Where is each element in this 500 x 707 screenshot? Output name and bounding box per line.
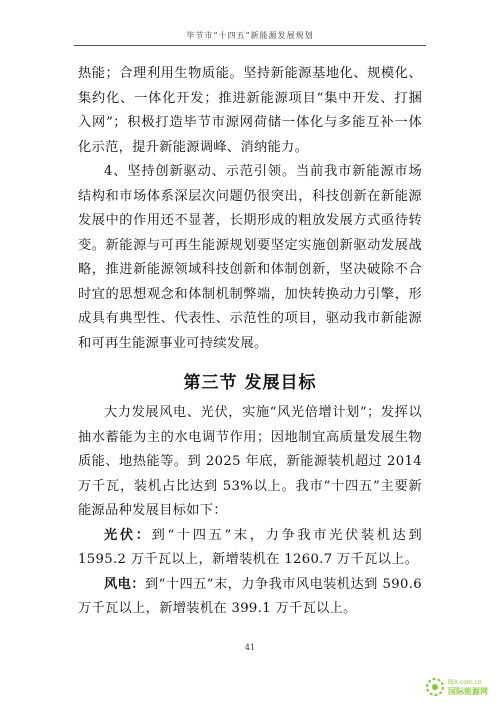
watermark-big-text: 国际能源网 xyxy=(448,687,488,696)
wind-text: 到“十四五”末，力争我市风电装机达到 590.6 万千瓦以上，新增装机在 399.1 万千瓦以上。 xyxy=(78,576,422,616)
pv-label: 光伏： xyxy=(104,527,152,543)
running-header: 毕节市“十四五”新能源发展规划 xyxy=(186,31,314,40)
target-photovoltaic xyxy=(78,524,422,573)
pv-text: 到“十四五”末，力争我市光伏装机达到 1595.2 万千瓦以上，新增装机在 1260.7 万千瓦以上。 xyxy=(78,527,422,567)
section-title: 第三节 发展目标 xyxy=(183,373,317,393)
document-body xyxy=(78,62,422,622)
watermark-small-text: BJX.com.cn xyxy=(448,679,482,686)
page-number: 41 xyxy=(244,643,256,652)
header-divider xyxy=(74,45,426,46)
paragraph-continued: 热能；合理利用生物质能。坚持新能源基地化、规模化、集约化、一体化开发；推进新能源项目“集中开发、打捆入网”；积极打造毕节市源网荷储一体化与多能互补一体化示范，提升新能源调峰、消纳能力。 xyxy=(78,66,422,155)
wind-label: 风电： xyxy=(104,576,145,592)
paragraph-goals: 大力发展风电、光伏，实施“风光倍增计划”；发挥以抽水蓄能为主的水电调节作用；因地制宜高质量发展生物质能、地热能等。到 2025 年底，新能源装机超过 2014 万千瓦，装机占比达到 53%以上。我市“十四五”主要新能源品种发展目标如下： xyxy=(78,405,422,518)
bjx-logo-icon xyxy=(424,676,446,698)
watermark xyxy=(424,673,492,701)
paragraph-innovation: 4、坚持创新驱动、示范引领。当前我市新能源市场结构和市场体系深层次问题仍很突出，科技创新在新能源发展中的作用还不显著，长期形成的粗放发展方式亟待转变。新能源与可再生能源规划要坚定实施创新驱动发展战略，推进新能源领域科技创新和体制创新，坚决破除不合时宜的思想观念和体制机制弊端，加快转换动力引擎，形成具有典型性、代表性、示范性的项目，驱动我市新能源和可再生能源事业可持续发展。 xyxy=(78,164,422,351)
target-wind xyxy=(78,573,422,622)
